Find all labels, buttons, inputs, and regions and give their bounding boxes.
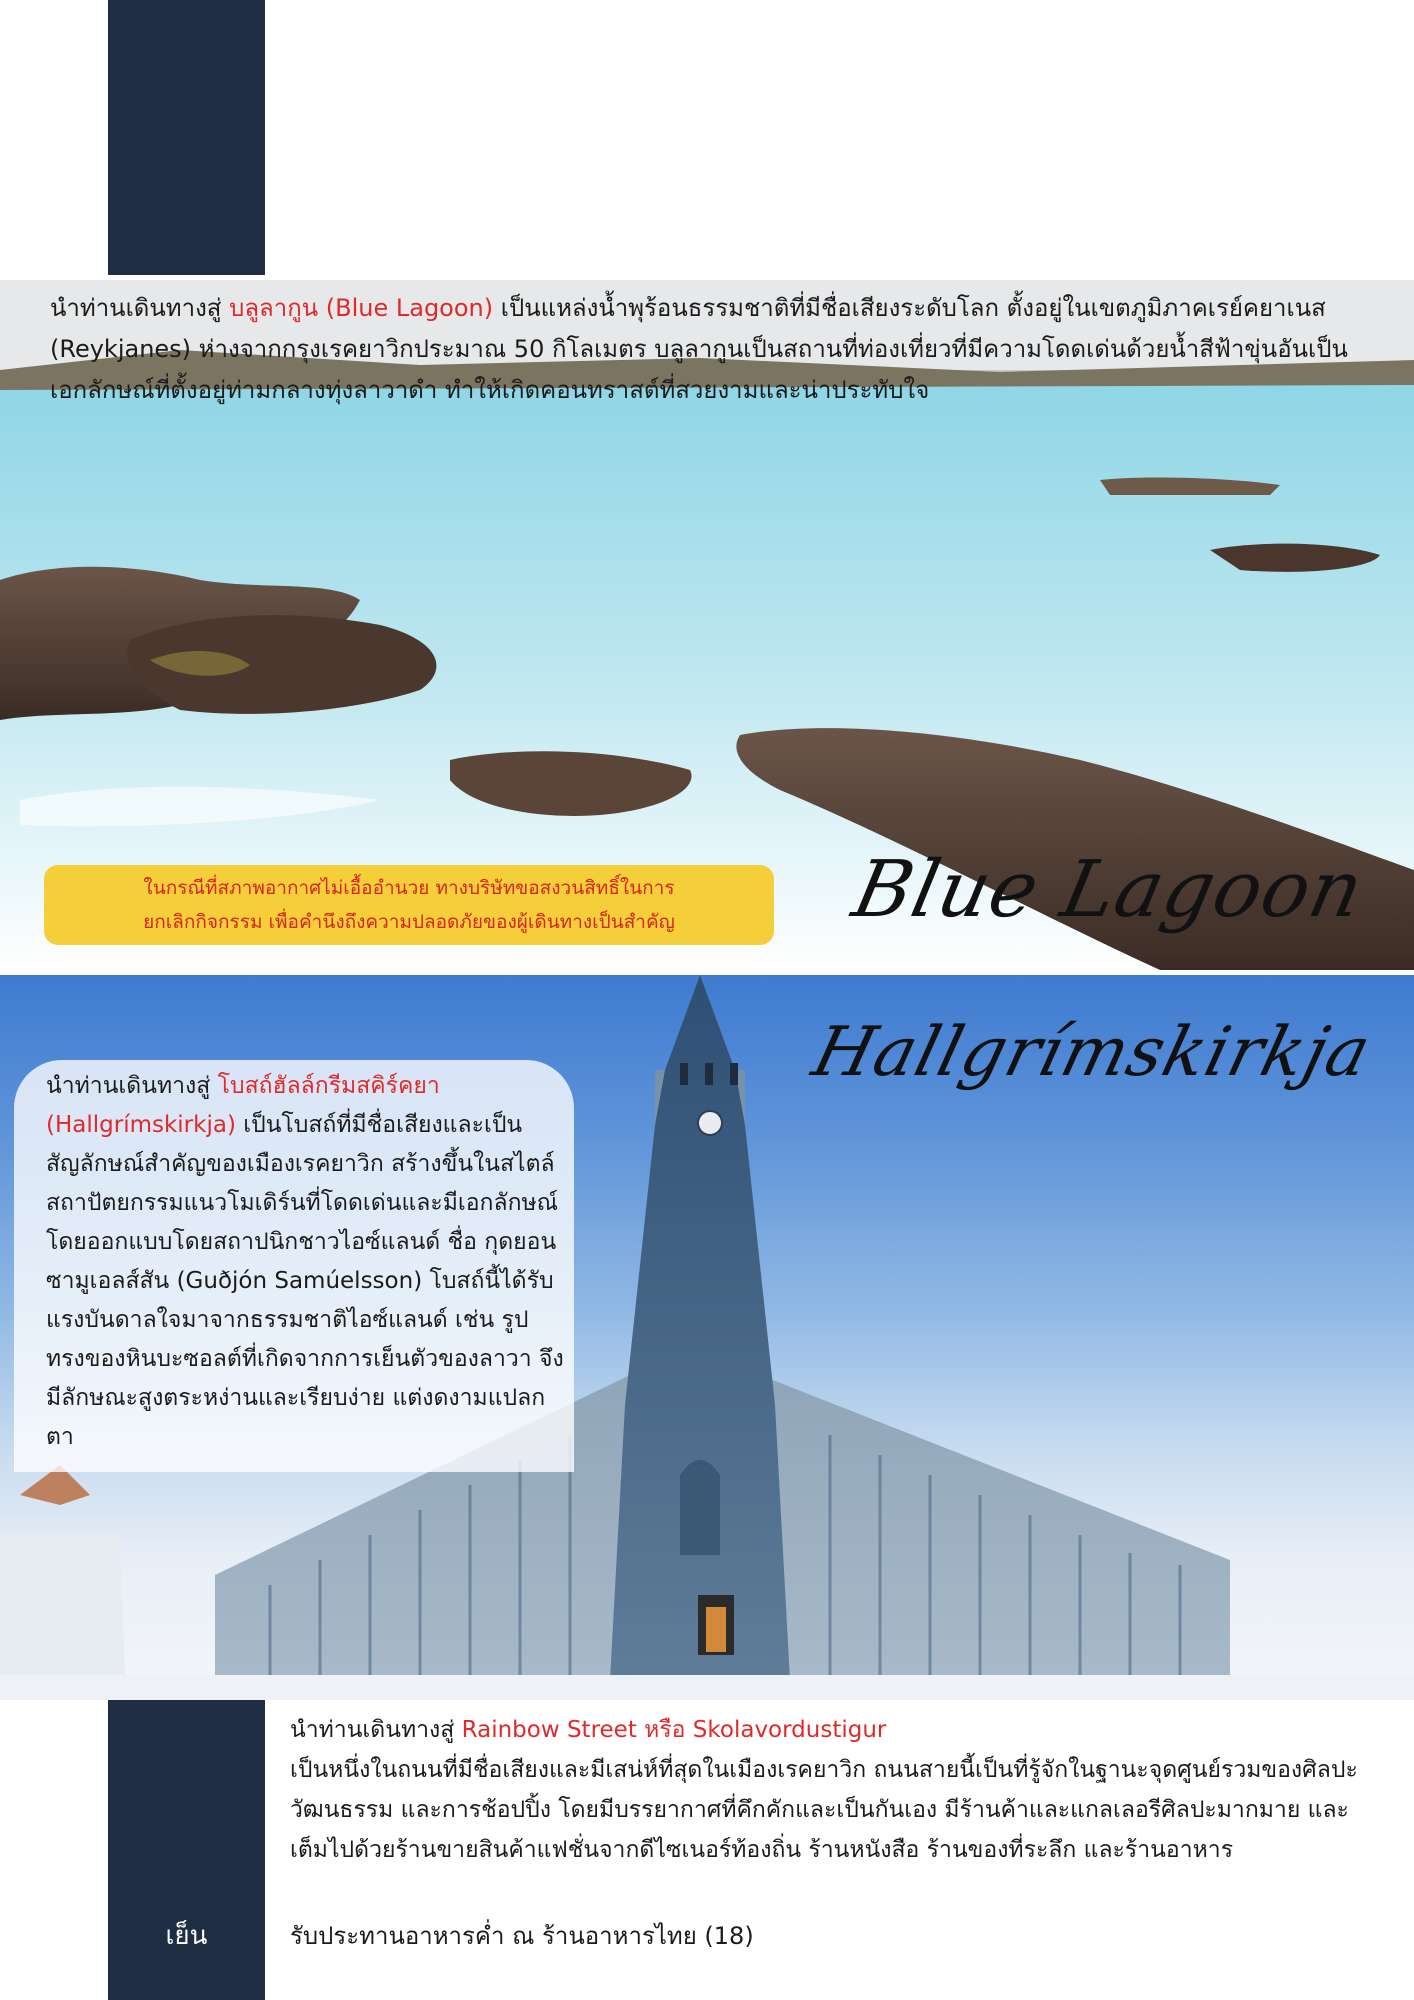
- dinner-text: รับประทานอาหารค่ำ ณ ร้านอาหารไทย (18): [290, 1922, 754, 1950]
- notice-line-1: ในกรณีที่สภาพอากาศไม่เอื้ออำนวย ทางบริษัทขอสงวนสิทธิ์ในการ: [143, 877, 675, 899]
- weather-notice-badge: [44, 865, 774, 945]
- rainbow-street-body: เป็นหนึ่งในถนนที่มีชื่อเสียงและมีเสน่ห์ที่สุดในเมืองเรคยาวิก ถนนสายนี้เป็นที่รู้จักในฐานะจุดศูนย์รวมของศิลปะ วัฒนธรรม และการช้อปปิ้ง โดยมีบรรยากาศที่คึกคักและเป็นกันเอง มีร้านค้าและแกลเลอรีศิลปะมากมาย และ เต็มไปด้วยร้านขายสินค้าแฟชั่นจากดีไซเนอร์ท้องถิ่น ร้านหนังสือ ร้านของที่ระลึก และร้านอาหาร: [290, 1757, 1358, 1863]
- evening-label: เย็น: [165, 1921, 208, 1951]
- hallgrimskirkja-place-name: โบสถ์ฮัลล์กรีมสคิร์คยา (Hallgrímskirkja): [46, 1073, 440, 1138]
- hallgrimskirkja-script-title: Hallgrímskirkja: [805, 1013, 1379, 1092]
- navy-accent-bar-top: [108, 0, 265, 275]
- blue-lagoon-description: นำท่านเดินทางสู่ บลูลากูน (Blue Lagoon) เป็นแหล่งน้ำพุร้อนธรรมชาติที่มีชื่อเสียงระดับโลก ตั้งอยู่ในเขตภูมิภาคเรย์คยาเนส (Reykjanes) ห่างจากกรุงเรคยาวิกประมาณ 50 กิโลเมตร บลูลากูนเป็นสถานที่ท่องเที่ยวที่มีความโดดเด่นด้วยน้ำสีฟ้าขุ่นอันเป็นเอกลักษณ์ที่ตั้งอยู่ท่ามกลางทุ่งลาวาดำ ทำให้เกิดคอนทราสต์ที่สวยงามและน่าประทับใจ: [50, 294, 1348, 404]
- rainbow-street-place-name: Rainbow Street หรือ Skolavordustigur: [461, 1717, 887, 1743]
- hallgrimskirkja-description: นำท่านเดินทางสู่ โบสถ์ฮัลล์กรีมสคิร์คยา (Hallgrímskirkja) เป็นโบสถ์ที่มีชื่อเสียงและเป็นสัญลักษณ์สำคัญของเมืองเรคยาวิก สร้างขึ้นในสไตล์สถาปัตยกรรมแนวโมเดิร์นที่โดดเด่นและมีเอกลักษณ์ โดยออกแบบโดยสถาปนิกชาวไอซ์แลนด์ ชื่อ กุดยอน ซามูเอลส์สัน (Guðjón Samúelsson) โบสถ์นี้ได้รับแรงบันดาลใจมาจากธรรมชาติไอซ์แลนด์ เช่น รูปทรงของหินบะซอลต์ที่เกิดจากการเย็นตัวของลาวา จึงมีลักษณะสูงตระหง่านและเรียบง่าย แต่งดงามแปลกตา: [46, 1073, 564, 1450]
- rainbow-street-heading: นำท่านเดินทางสู่ Rainbow Street หรือ Skolavordustigur: [290, 1717, 887, 1743]
- hallgrimskirkja-section: [0, 975, 1414, 1700]
- notice-line-2: ยกเลิกกิจกรรม เพื่อคำนึงถึงความปลอดภัยของผู้เดินทางเป็นสำคัญ: [143, 911, 675, 933]
- blue-lagoon-section: [0, 280, 1414, 970]
- blue-lagoon-script-title: Blue Lagoon: [845, 845, 1372, 935]
- rainbow-street-description: [290, 1710, 1390, 1870]
- blue-lagoon-place-name: บลูลากูน (Blue Lagoon): [229, 294, 494, 322]
